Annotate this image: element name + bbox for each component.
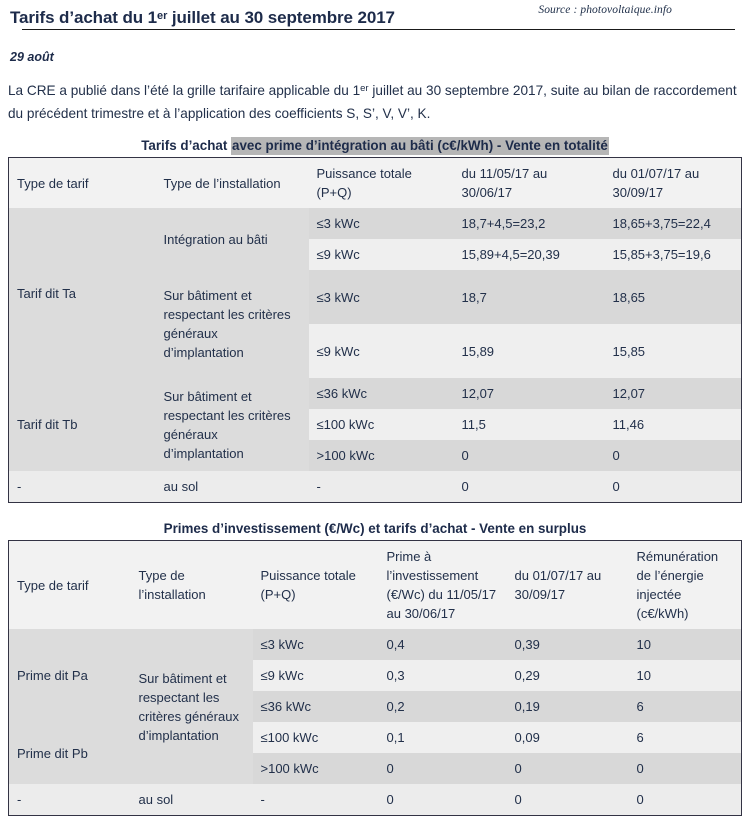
table1-cell-install-integration: Intégration au bâti [156, 208, 309, 270]
table1-cell-install-batiment-b: Sur bâtiment et respectant les critères généraux d’implantation [156, 378, 309, 471]
table2-cell-prime-sol: - [9, 784, 131, 816]
document-header [0, 0, 750, 28]
table-row [9, 629, 742, 660]
table2-cell-power: >100 kWc [253, 753, 379, 784]
table1-cell-value-p2: 18,65+3,75=22,4 [605, 208, 742, 239]
table2-caption: Primes d’investissement (€/Wc) et tarifs d’achat - Vente en surplus [163, 521, 587, 536]
table1-cell-value-p1: 15,89 [454, 324, 605, 378]
table2-cell-install-batiment: Sur bâtiment et respectant les critères généraux d’implantation [131, 629, 253, 784]
table1-cell-power: ≤3 kWc [309, 208, 454, 239]
table1-cell-install-sol: au sol [156, 471, 309, 503]
table2-cell-power: ≤100 kWc [253, 722, 379, 753]
table2-col-header-prime: Prime à l’investissement (€/Wc) du 11/05/17 au 30/06/17 [379, 541, 507, 630]
table1-caption-plain: Tarifs d’achat [141, 138, 232, 153]
source-credit: Source : photovoltaique.info [538, 4, 672, 16]
table2-cell-prime-pb: Prime dit Pb [9, 722, 131, 784]
table2-cell-value-p2: 0,19 [507, 691, 629, 722]
table1-col-header-type-tarif: Type de tarif [9, 158, 156, 209]
table2-cell-prime: 0 [379, 753, 507, 784]
table1-cell-tarif-tb: Tarif dit Tb [9, 378, 156, 471]
primes-investissement-surplus-table [8, 540, 742, 816]
header-divider [22, 29, 735, 30]
table1-cell-tarif-ta: Tarif dit Ta [9, 208, 156, 378]
table2-cell-value-p2: 0 [507, 753, 629, 784]
table2-cell-power: ≤9 kWc [253, 660, 379, 691]
table1-header-row [9, 158, 742, 209]
table2-cell-remuneration: 0 [629, 753, 742, 784]
table2-cell-prime: 0 [379, 784, 507, 816]
table1-cell-power: ≤9 kWc [309, 324, 454, 378]
table1-col-header-puissance: Puissance totale (P+Q) [309, 158, 454, 209]
table1-cell-power: ≤100 kWc [309, 409, 454, 440]
table2-cell-power: - [253, 784, 379, 816]
table2-cell-install-sol: au sol [131, 784, 253, 816]
table1-cell-value-p2: 12,07 [605, 378, 742, 409]
table2-cell-remuneration: 10 [629, 629, 742, 660]
page-title-ordinal-suffix: er [157, 10, 168, 22]
table1-cell-power: ≤36 kWc [309, 378, 454, 409]
table2-cell-value-p2: 0 [507, 784, 629, 816]
table1-cell-power: - [309, 471, 454, 503]
table2-cell-remuneration: 0 [629, 784, 742, 816]
intro-ordinal-suffix: er [360, 83, 369, 94]
table1-cell-value-p2: 15,85 [605, 324, 742, 378]
table1-cell-power: ≤3 kWc [309, 270, 454, 324]
table-row [9, 722, 742, 753]
publication-date: 29 août [10, 50, 54, 64]
table1-cell-power: ≤9 kWc [309, 239, 454, 270]
table2-cell-remuneration: 10 [629, 660, 742, 691]
table1-cell-value-p2: 18,65 [605, 270, 742, 324]
table1-cell-value-p1: 12,07 [454, 378, 605, 409]
table2-col-header-remuneration: Rémunération de l’énergie injectée (c€/kWh) [629, 541, 742, 630]
intro-paragraph [8, 80, 742, 124]
page-title-text: Tarifs d’achat du 1 [10, 8, 158, 27]
table2-col-header-periode-2: du 01/07/17 au 30/09/17 [507, 541, 629, 630]
table2-header-row [9, 541, 742, 630]
table2-cell-power: ≤3 kWc [253, 629, 379, 660]
table2-cell-prime: 0,3 [379, 660, 507, 691]
table1-cell-value-p2: 0 [605, 471, 742, 503]
table1-caption [0, 138, 750, 157]
table2-cell-remuneration: 6 [629, 722, 742, 753]
table1-cell-value-p2: 11,46 [605, 409, 742, 440]
table2-cell-value-p2: 0,29 [507, 660, 629, 691]
table-block-surplus [0, 521, 750, 816]
table-row [9, 784, 742, 816]
page-title-text-end: juillet au 30 septembre 2017 [167, 8, 395, 27]
table-block-totalite [0, 138, 750, 503]
table2-cell-prime-pa: Prime dit Pa [9, 629, 131, 722]
table1-col-header-periode-2: du 01/07/17 au 30/09/17 [605, 158, 742, 209]
table2-col-header-type-tarif: Type de tarif [9, 541, 131, 630]
table1-cell-value-p1: 0 [454, 471, 605, 503]
table2-cell-prime: 0,1 [379, 722, 507, 753]
table1-cell-value-p1: 18,7 [454, 270, 605, 324]
table1-cell-value-p1: 18,7+4,5=23,2 [454, 208, 605, 239]
table2-cell-value-p2: 0,39 [507, 629, 629, 660]
table1-cell-value-p1: 11,5 [454, 409, 605, 440]
table-row [9, 378, 742, 409]
table1-cell-tarif-sol: - [9, 471, 156, 503]
table1-cell-power: >100 kWc [309, 440, 454, 471]
table1-cell-install-batiment-a: Sur bâtiment et respectant les critères généraux d’implantation [156, 270, 309, 378]
table-row [9, 208, 742, 239]
table-row [9, 471, 742, 503]
intro-part-1: La CRE a publié dans l’été la grille tarifaire applicable du 1 [8, 83, 361, 98]
table2-cell-power: ≤36 kWc [253, 691, 379, 722]
table1-col-header-periode-1: du 11/05/17 au 30/06/17 [454, 158, 605, 209]
table2-cell-prime: 0,4 [379, 629, 507, 660]
table2-col-header-type-install: Type de l’installation [131, 541, 253, 630]
table1-cell-value-p1: 15,89+4,5=20,39 [454, 239, 605, 270]
tarifs-achat-totalite-table [8, 157, 742, 503]
table2-cell-prime: 0,2 [379, 691, 507, 722]
table1-cell-value-p2: 0 [605, 440, 742, 471]
table1-cell-value-p2: 15,85+3,75=19,6 [605, 239, 742, 270]
table2-cell-value-p2: 0,09 [507, 722, 629, 753]
table1-caption-highlighted: avec prime d’intégration au bâti (c€/kWh) - Vente en totalité [232, 138, 608, 153]
table2-col-header-puissance: Puissance totale (P+Q) [253, 541, 379, 630]
table1-col-header-type-install: Type de l’installation [156, 158, 309, 209]
intro-part-2: juillet au 30 septembre 2017, suite au bilan de raccordement du précédent trimestre et à l’application des coefficients S, S’, V, V’, K. [8, 83, 737, 121]
table2-cell-remuneration: 6 [629, 691, 742, 722]
table1-cell-value-p1: 0 [454, 440, 605, 471]
